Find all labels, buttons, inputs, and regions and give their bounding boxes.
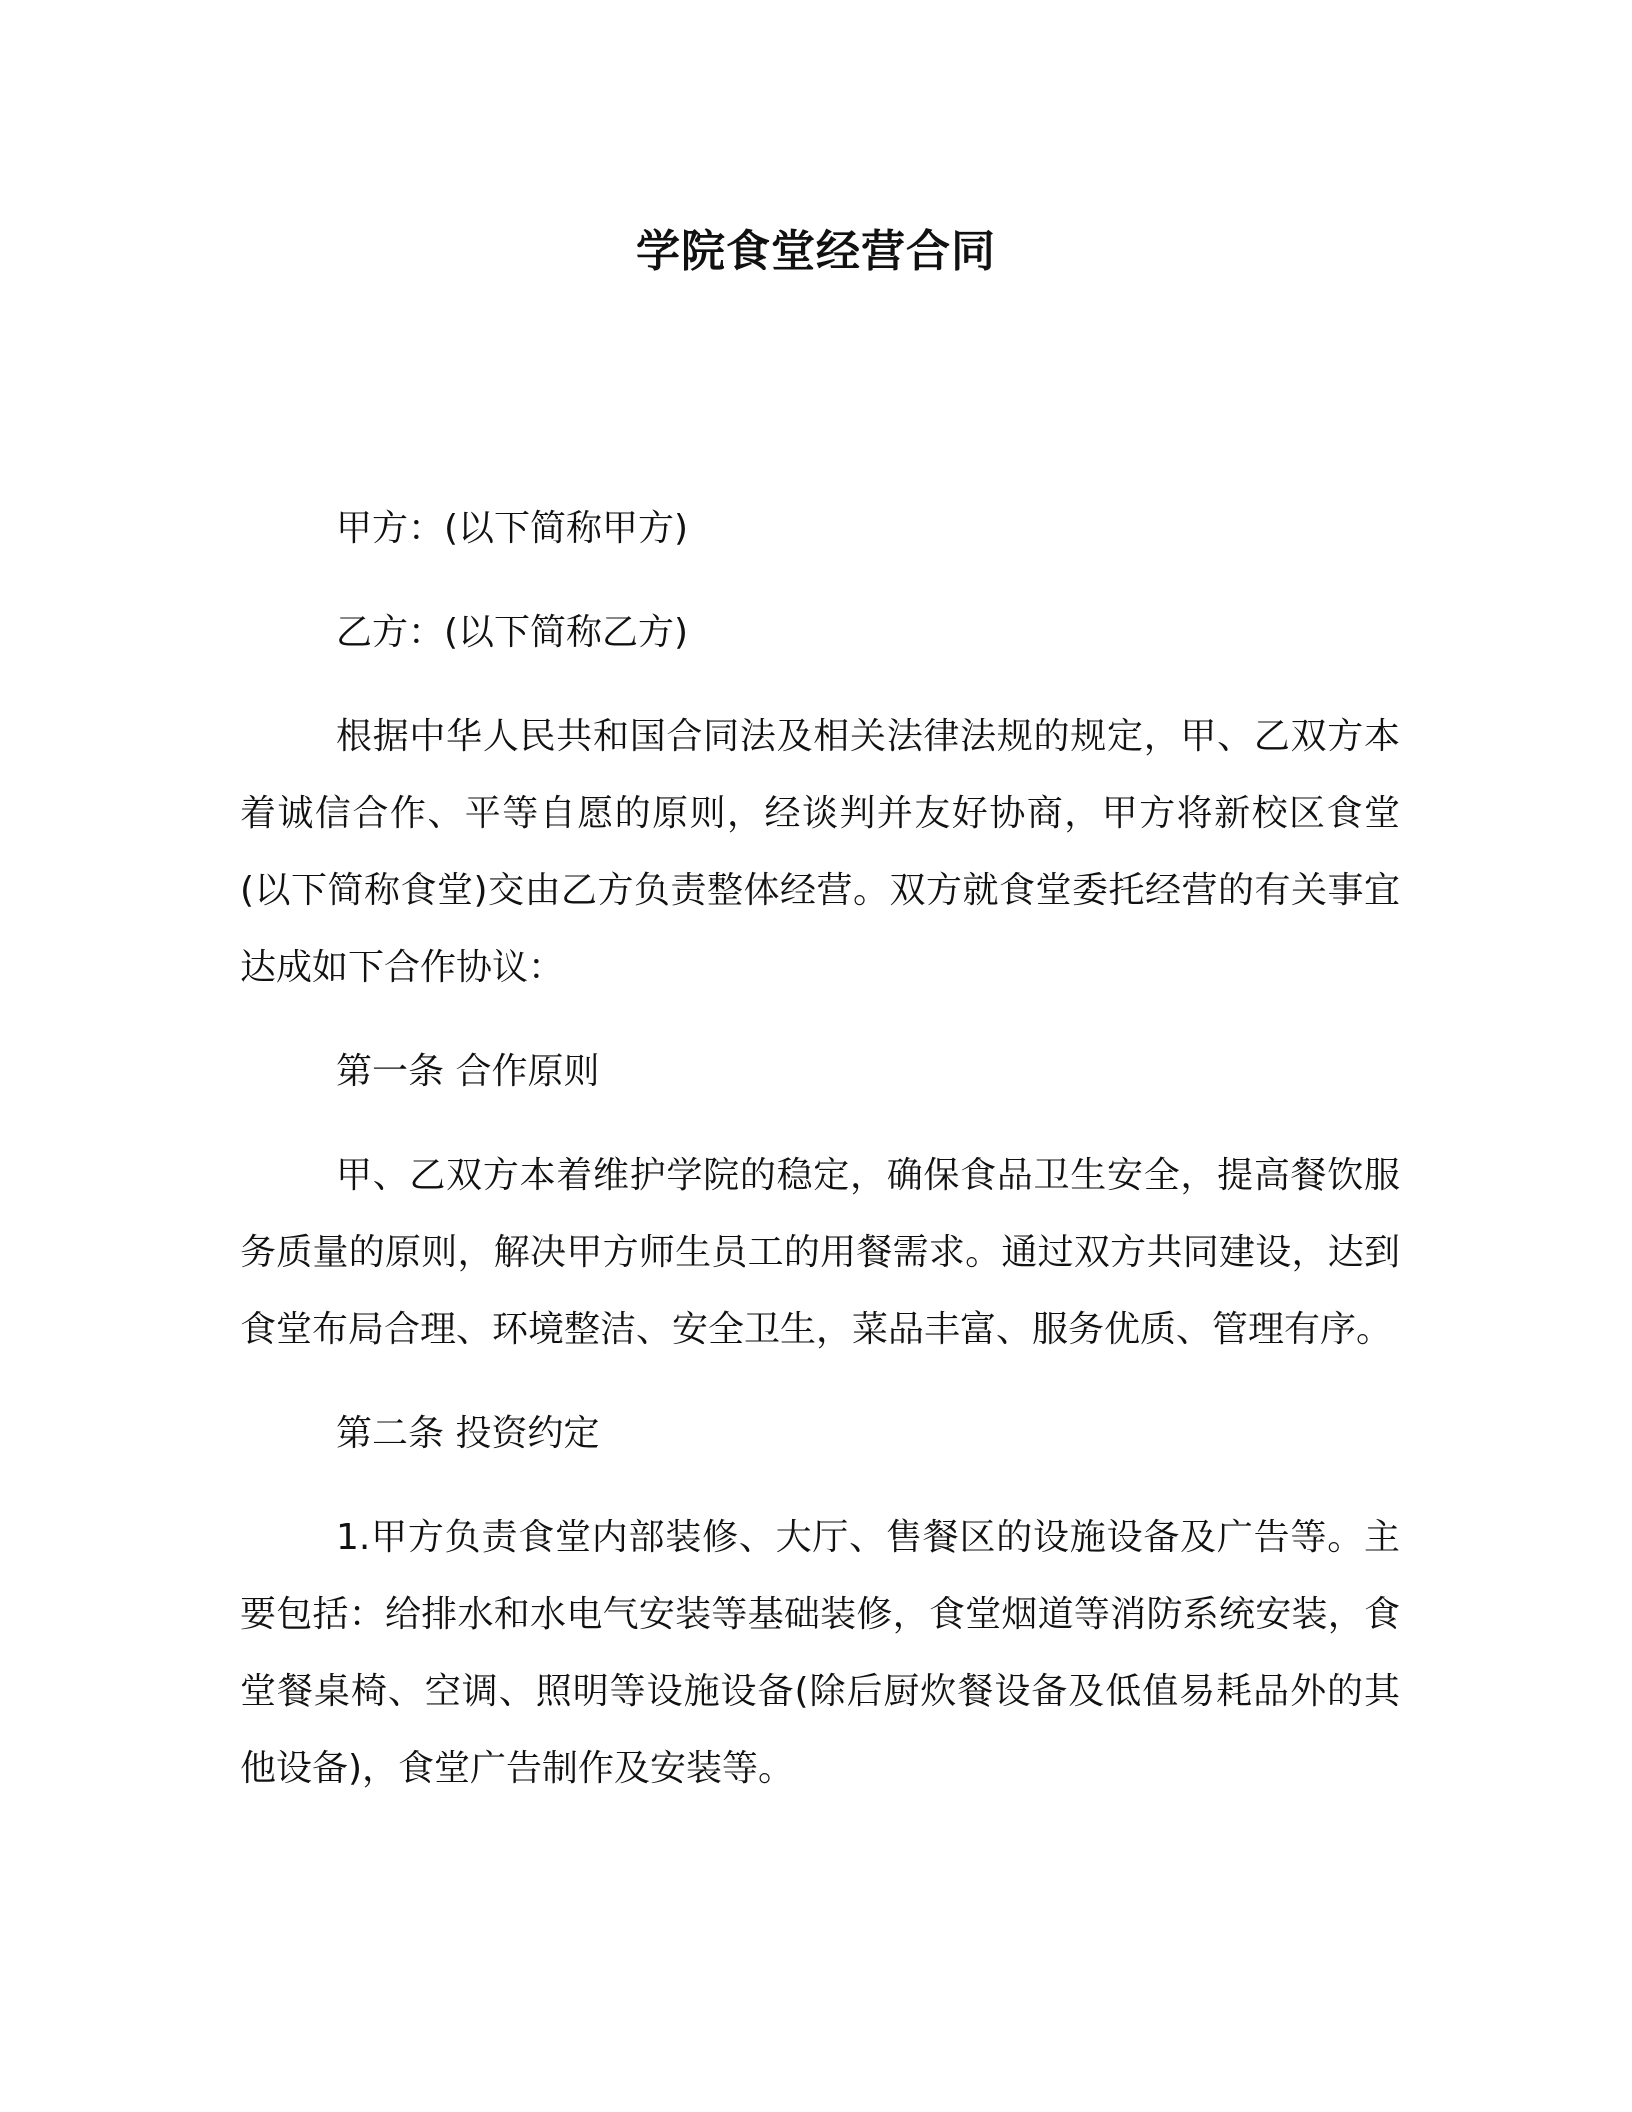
article-1-paragraph: 甲、乙双方本着维护学院的稳定，确保食品卫生安全，提高餐饮服务质量的原则，解决甲方师生员工的用餐需求。通过双方共同建设，达到食堂布局合理、环境整洁、安全卫生，菜品丰富、服务优质、管理有序。 [240,1155,1400,1350]
document-title: 学院食堂经营合同 [636,226,996,277]
preamble-paragraph: 根据中华人民共和国合同法及相关法律法规的规定，甲、乙双方本着诚信合作、平等自愿的原则，经谈判并友好协商，甲方将新校区食堂(以下简称食堂)交由乙方负责整体经营。双方就食堂委托经营的有关事宜达成如下合作协议： [240,716,1400,988]
document-body [240,490,1400,1834]
article-1-heading: 第一条 合作原则 [336,1051,600,1092]
party-b-line: 乙方：(以下简称乙方) [336,612,689,653]
article-2-heading: 第二条 投资约定 [336,1413,600,1454]
article-2-clause-1: 1.甲方负责食堂内部装修、大厅、售餐区的设施设备及广告等。主要包括：给排水和水电气安装等基础装修，食堂烟道等消防系统安装，食堂餐桌椅、空调、照明等设施设备(除后厨炊餐设备及低值易耗品外的其他设备)，食堂广告制作及安装等。 [240,1517,1400,1789]
party-a-line: 甲方：(以下简称甲方) [336,508,689,549]
